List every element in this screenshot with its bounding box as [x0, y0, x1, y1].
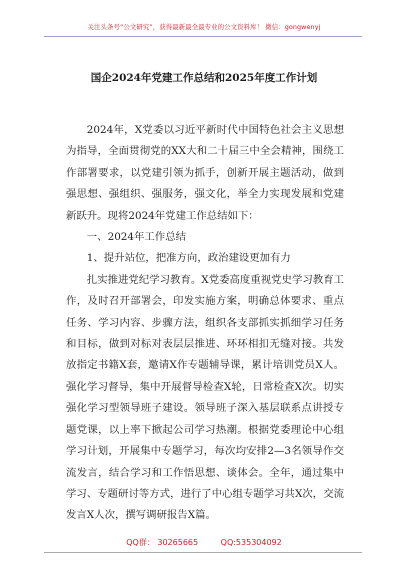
- intro-paragraph: 2024年，X党委以习近平新时代中国特色社会主义思想为指导，全面贯彻党的XX大和二十届三中全会精神，围绕工作部署要求，以党建引领为抓手，创新开展主题活动，做到强思想、强组织、强服务，强文化，举全力实现发展和党建新跃升。现将2024年党建工作总结如下：: [66, 124, 344, 222]
- section-heading: 一、2024年工作总结: [86, 231, 186, 244]
- subsection-heading: 1、提升站位，把准方向，政治建设更加有力: [86, 252, 291, 265]
- header-banner: 关注头条号“公文研究”，获得最新最全最专业的公文资料库！ 微信：gongwenyj: [87, 23, 321, 31]
- header-divider: [44, 36, 362, 37]
- document-title: 国企2024年党建工作总结和2025年度工作计划: [90, 72, 318, 84]
- footer-qq-number: QQ:535304092: [220, 538, 282, 547]
- footer-contact: [0, 537, 408, 548]
- footer-divider: [44, 552, 362, 553]
- footer-qq-group: QQ群： 30265665: [126, 538, 199, 547]
- document-body: [66, 120, 344, 527]
- body-paragraph: 扎实推进党纪学习教育。X党委高度重视党史学习教育工作，及时召开部署会，印发实施方案，明确总体要求、重点任务、学习内容、步骤方法，组织各支部抓实抓细学习任务和目标，做到对标对表层层推进、环环相扣无缝对接。共发放指定书籍X套，邀请X作专题辅导课，累计培训党员X人。强化学习督导，集中开展督导检查X轮，日常检查X次。切实强化学习型领导班子建设。领导班子深入基层联系点讲授专题党课，以上率下掀起公司学习热潮。根据党委理论中心组学习计划，开展集中专题学习，每次均安排2—3名领导作交流发言，结合学习和工作悟思想、谈体会。全年，通过集中学习、专题研讨等方式，进行了中心组专题学习共X次，交流发言X人次，撰写调研报告X篇。: [66, 273, 344, 522]
